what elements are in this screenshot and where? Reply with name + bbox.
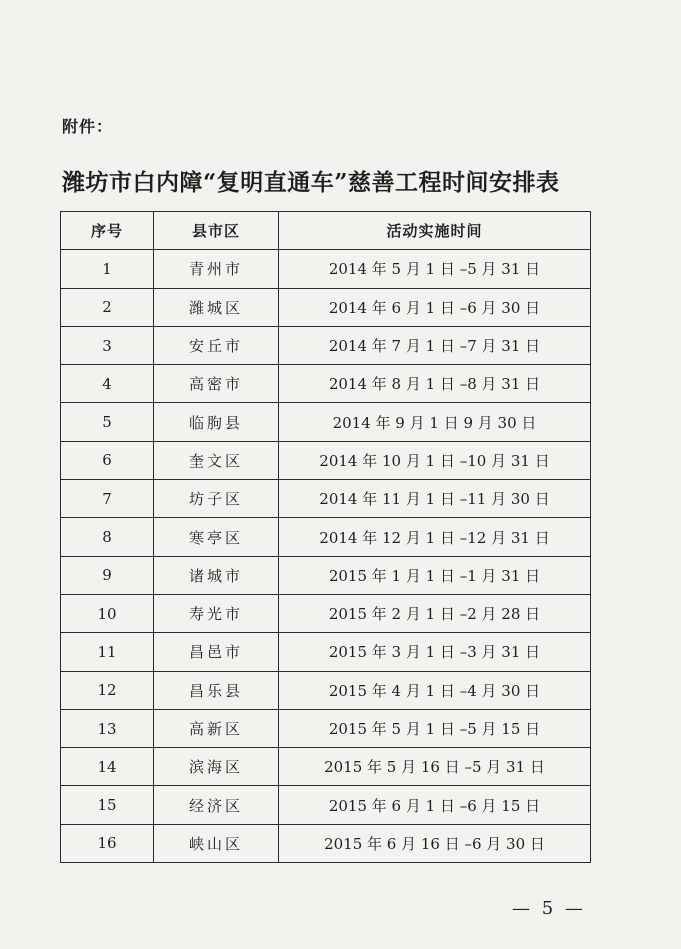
county-cell: 青州市 (154, 250, 279, 288)
row-number-cell: 9 (61, 556, 154, 594)
page-number: — 5 — (512, 898, 586, 919)
row-number-cell: 14 (61, 748, 154, 786)
header-county: 县市区 (154, 212, 279, 250)
time-cell: 2015 年 6 月 16 日 –6 月 30 日 (279, 824, 591, 862)
time-cell: 2014 年 7 月 1 日 –7 月 31 日 (279, 326, 591, 364)
table-row (61, 786, 591, 824)
attachment-label: 附件： (62, 117, 114, 136)
table-row (61, 556, 591, 594)
table-row (61, 403, 591, 441)
county-cell: 临朐县 (154, 403, 279, 441)
row-number-cell: 13 (61, 709, 154, 747)
county-cell: 经济区 (154, 786, 279, 824)
county-cell: 昌乐县 (154, 671, 279, 709)
row-number-cell: 5 (61, 403, 154, 441)
row-number-cell: 2 (61, 288, 154, 326)
header-number: 序号 (61, 212, 154, 250)
table-row (61, 288, 591, 326)
table-row (61, 250, 591, 288)
row-number-cell: 11 (61, 633, 154, 671)
table-row (61, 671, 591, 709)
time-cell: 2014 年 9 月 1 日 9 月 30 日 (279, 403, 591, 441)
document-title: 潍坊市白内障“复明直通车”慈善工程时间安排表 (62, 169, 560, 196)
county-cell: 潍城区 (154, 288, 279, 326)
table-row (61, 824, 591, 862)
table-row (61, 441, 591, 479)
row-number-cell: 4 (61, 365, 154, 403)
county-cell: 诸城市 (154, 556, 279, 594)
table-row (61, 594, 591, 632)
county-cell: 寿光市 (154, 594, 279, 632)
row-number-cell: 3 (61, 326, 154, 364)
county-cell: 安丘市 (154, 326, 279, 364)
row-number-cell: 6 (61, 441, 154, 479)
table-body (61, 250, 591, 863)
table-row (61, 748, 591, 786)
county-cell: 寒亭区 (154, 518, 279, 556)
time-cell: 2015 年 1 月 1 日 –1 月 31 日 (279, 556, 591, 594)
row-number-cell: 16 (61, 824, 154, 862)
time-cell: 2014 年 11 月 1 日 –11 月 30 日 (279, 480, 591, 518)
time-cell: 2015 年 4 月 1 日 –4 月 30 日 (279, 671, 591, 709)
county-cell: 坊子区 (154, 480, 279, 518)
table-row (61, 365, 591, 403)
county-cell: 高密市 (154, 365, 279, 403)
header-time: 活动实施时间 (279, 212, 591, 250)
time-cell: 2014 年 8 月 1 日 –8 月 31 日 (279, 365, 591, 403)
row-number-cell: 7 (61, 480, 154, 518)
county-cell: 峡山区 (154, 824, 279, 862)
table-row (61, 633, 591, 671)
table-row (61, 709, 591, 747)
time-cell: 2014 年 6 月 1 日 –6 月 30 日 (279, 288, 591, 326)
row-number-cell: 15 (61, 786, 154, 824)
time-cell: 2015 年 3 月 1 日 –3 月 31 日 (279, 633, 591, 671)
row-number-cell: 8 (61, 518, 154, 556)
county-cell: 滨海区 (154, 748, 279, 786)
county-cell: 高新区 (154, 709, 279, 747)
schedule-table (60, 211, 591, 863)
table-row (61, 326, 591, 364)
time-cell: 2015 年 6 月 1 日 –6 月 15 日 (279, 786, 591, 824)
table-header-row (61, 212, 591, 250)
time-cell: 2015 年 2 月 1 日 –2 月 28 日 (279, 594, 591, 632)
row-number-cell: 10 (61, 594, 154, 632)
time-cell: 2014 年 10 月 1 日 –10 月 31 日 (279, 441, 591, 479)
time-cell: 2014 年 12 月 1 日 –12 月 31 日 (279, 518, 591, 556)
county-cell: 昌邑市 (154, 633, 279, 671)
row-number-cell: 12 (61, 671, 154, 709)
row-number-cell: 1 (61, 250, 154, 288)
time-cell: 2015 年 5 月 16 日 –5 月 31 日 (279, 748, 591, 786)
time-cell: 2015 年 5 月 1 日 –5 月 15 日 (279, 709, 591, 747)
time-cell: 2014 年 5 月 1 日 –5 月 31 日 (279, 250, 591, 288)
table-row (61, 480, 591, 518)
table-row (61, 518, 591, 556)
county-cell: 奎文区 (154, 441, 279, 479)
